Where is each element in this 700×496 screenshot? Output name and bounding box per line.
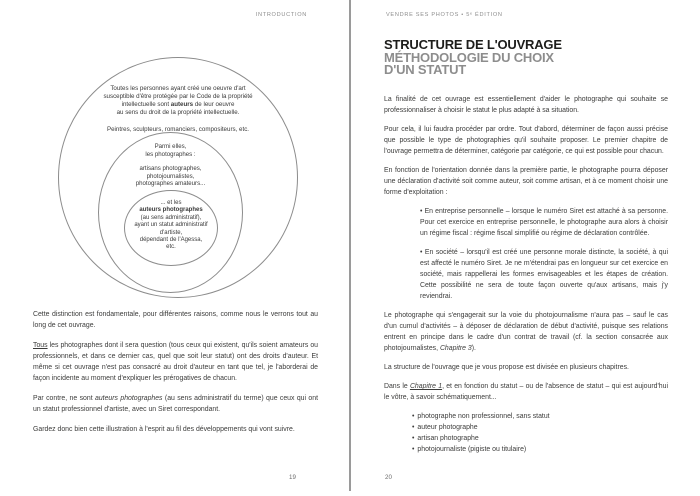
right-page-body [384, 94, 668, 455]
diagram-text-line: dépendant de l'Agessa, [139, 237, 203, 244]
right-running-head: VENDRE SES PHOTOS • 5ᵉ ÉDITION [386, 12, 503, 18]
paragraph: Pour cela, il lui faudra procéder par ordre. Tout d'abord, déterminer de façon aussi précise que possible le type de photographies qu'il souhaite proposer. Le premier chapitre de l'ouvrage permettra de déterminer, catégorie par catégorie, ce qui est possible pour chacun. [384, 126, 668, 155]
left-page-number: 19 [289, 474, 296, 481]
list-item-label: photojournaliste (pigiste ou titulaire) [417, 446, 527, 453]
diagram-text-line: (au sens administratif), [140, 214, 202, 221]
list-item [412, 433, 668, 444]
bullet-paragraph: • En société – lorsqu'il est créé une personne morale distincte, la société, à qui est affecté le numéro Siret. Je ne m'étendrai pas en longueur sur cet exercice en société, mais rappellerai les formes envisageables et les étapes de création. Cette possibilité ne sera de toute façon ouverte qu'aux artisans, mais j'y reviendrai. [420, 249, 668, 300]
paragraph: Tous les photographes dont il sera question (tous ceux qui existent, qu'ils soient amateurs ou professionnels, et dans ce dernier cas, quel que soit leur statut) ont des droits d'auteur. Et même si cet ouvrage n'est pas consacré au droit d'auteur en tant que tel, je l'aborderai de façon incidente au moment d'expliquer les prérogatives de chacun. [33, 342, 318, 382]
left-page-body [33, 309, 318, 444]
diagram-text-line: ayant un statut administratif [134, 222, 208, 229]
paragraph: La finalité de cet ouvrage est essentiellement d'aider le photographe qui souhaite se professionnaliser à choisir le statut le plus adapté à sa situation. [384, 96, 668, 114]
diagram-text-line: Parmi elles, [154, 143, 187, 150]
chapter-title [384, 39, 562, 77]
diagram-text-line: d'artiste, [159, 229, 183, 236]
chapter-subtitle-line1: MÉTHODOLOGIE DU CHOIX [384, 49, 554, 65]
left-running-head: INTRODUCTION [255, 12, 307, 18]
diagram-text-line: ... et les [160, 200, 182, 206]
paragraph: Le photographe qui s'engagerait sur la voie du photojournalisme n'aura pas – sauf le cas d'un cumul d'activités – à déposer de déclaration de début d'activité, puisque ses relations entrent en principe dans le cadre d'un contrat de travail (cf. la section consacrée aux photojournalistes, Chapitre 3). [384, 312, 668, 352]
diagram-inner-text [121, 200, 221, 252]
diagram-text-line: susceptible d'être protégée par le Code de la propriété [103, 93, 253, 100]
status-list [412, 411, 668, 455]
paragraph: Gardez donc bien cette illustration à l'esprit au fil des développements qui vont suivre. [33, 426, 295, 433]
chapter-title-line1: STRUCTURE DE L'OUVRAGE [384, 37, 562, 52]
diagram-text-line: au sens du droit de la propriété intellectuelle. [116, 109, 240, 116]
chapter-subtitle-line2: D'UN STATUT [384, 62, 467, 77]
list-item-label: photographe non professionnel, sans statut [417, 413, 550, 420]
diagram-text-line: les photographes : [145, 150, 196, 158]
bullet-icon: • [412, 446, 415, 453]
list-item-label: auteur photographe [417, 424, 478, 431]
diagram-text-line: etc. [166, 244, 176, 251]
paragraph: Par contre, ne sont auteurs photographes (au sens administratif du terme) que ceux qui ont un statut professionnel d'artiste, avec un Siret correspondant. [33, 395, 318, 413]
list-item [412, 411, 668, 422]
bullet-icon: • [412, 435, 415, 442]
list-item-label: artisan photographe [417, 435, 479, 442]
diagram-text-line: photojournalistes, [146, 172, 195, 180]
bullet-icon: • [412, 413, 415, 420]
diagram-examples-line: Peintres, sculpteurs, romanciers, compositeurs, etc. [106, 126, 250, 133]
diagram-text-line: auteurs photographes [139, 207, 203, 214]
diagram-outer-text [68, 85, 288, 134]
diagram-text-line: Toutes les personnes ayant créé une oeuvre d'art [110, 85, 246, 92]
list-item [412, 422, 668, 433]
diagram-text-line: artisans photographes, [139, 165, 202, 172]
diagram-text-line: intellectuelle sont auteurs de leur oeuvre [121, 101, 235, 108]
bullet-paragraph: • En entreprise personnelle – lorsque le numéro Siret est attaché à sa personne. Pour cet exercice en entreprise personnelle, le photographe aura alors à choisir un régime fiscal : régime fiscal simplifié ou régime de déclaration contrôlée. [420, 208, 668, 237]
diagram-text-line: photographes amateurs... [135, 180, 206, 187]
paragraph: Cette distinction est fondamentale, pour différentes raisons, comme nous le verrons tout au long de cet ouvrage. [33, 311, 318, 329]
diagram-middle-text [98, 143, 243, 188]
paragraph: En fonction de l'orientation donnée dans la première partie, le photographe pourra déposer une déclaration d'activité soit comme auteur, soit comme artisan, et à ce moment choisir une forme d'exploitation : [384, 167, 668, 196]
paragraph: Dans le Chapitre 1, et en fonction du statut – ou de l'absence de statut – qui est aujourd'hui le vôtre, à savoir schématiquement... [384, 383, 668, 401]
page-gutter-divider [349, 0, 351, 491]
right-page-number: 20 [385, 474, 392, 481]
paragraph: La structure de l'ouvrage que je vous propose est divisée en plusieurs chapitres. [384, 364, 629, 371]
list-item [412, 444, 668, 455]
bullet-icon: • [412, 424, 415, 431]
